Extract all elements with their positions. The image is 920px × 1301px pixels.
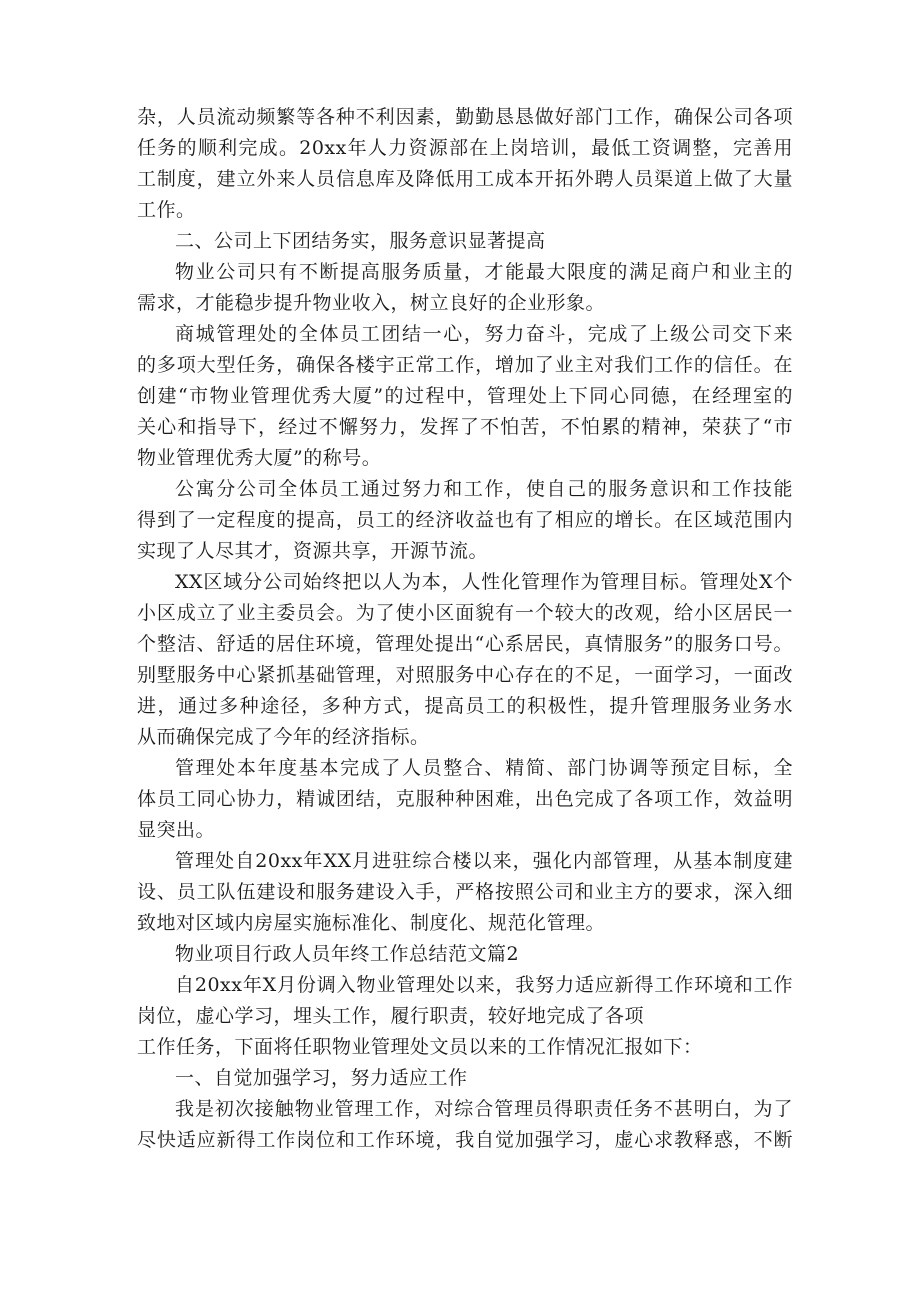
text-line: 得到了一定程度的提高，员工的经济收益也有了相应的增长。在区域范围内 bbox=[137, 509, 793, 531]
document-body bbox=[137, 102, 793, 1156]
text-line: 商城管理处的全体员工团结一心，努力奋斗，完成了上级公司交下来 bbox=[175, 323, 793, 345]
text-line: 岗位，虚心学习，埋头工作，履行职责，较好地完成了各项 bbox=[137, 1005, 645, 1027]
text-line: 管理处本年度基本完成了人员整合、精简、部门协调等预定目标，全 bbox=[175, 757, 793, 779]
text-line: 的多项大型任务，确保各楼宇正常工作，增加了业主对我们工作的信任。在 bbox=[137, 354, 793, 376]
text-line: 关心和指导下，经过不懈努力，发挥了不怕苦，不怕累的精神，荣获了“市 bbox=[137, 416, 793, 438]
text-line: 工作。 bbox=[137, 199, 196, 221]
text-line: 物业公司只有不断提高服务质量，才能最大限度的满足商户和业主的 bbox=[175, 261, 793, 283]
text-line: 我是初次接触物业管理工作，对综合管理员得职责任务不甚明白，为了 bbox=[175, 1098, 793, 1120]
text-line: 杂，人员流动频繁等各种不利因素，勤勤恳恳做好部门工作，确保公司各项 bbox=[137, 106, 793, 128]
text-line: 实现了人尽其才，资源共享，开源节流。 bbox=[137, 540, 489, 562]
text-line: 物业管理优秀大厦”的称号。 bbox=[137, 447, 382, 469]
text-line: 体员工同心协力，精诚团结，克服种种困难，出色完成了各项工作，效益明 bbox=[137, 788, 793, 810]
text-line: 任务的顺利完成。20xx年人力资源部在上岗培训，最低工资调整，完善用 bbox=[137, 137, 793, 159]
text-line: 别墅服务中心紧抓基础管理，对照服务中心存在的不足，一面学习，一面改 bbox=[137, 664, 793, 686]
text-line: 公寓分公司全体员工通过努力和工作，使自己的服务意识和工作技能 bbox=[175, 478, 793, 500]
text-line: 设、员工队伍建设和服务建设入手，严格按照公司和业主方的要求，深入细 bbox=[137, 881, 793, 903]
text-line: 需求，才能稳步提升物业收入，树立良好的企业形象。 bbox=[137, 292, 606, 314]
text-line: 显突出。 bbox=[137, 819, 216, 841]
text-line: 进，通过多种途径，多种方式，提高员工的积极性，提升管理服务业务水 bbox=[137, 695, 793, 717]
text-line: 二、公司上下团结务实，服务意识显著提高 bbox=[175, 230, 546, 252]
text-line: 尽快适应新得工作岗位和工作环境，我自觉加强学习，虚心求教释惑，不断 bbox=[137, 1129, 793, 1151]
text-line: 工制度，建立外来人员信息库及降低用工成本开拓外聘人员渠道上做了大量 bbox=[137, 168, 793, 190]
text-line: 一、自觉加强学习，努力适应工作 bbox=[175, 1067, 468, 1089]
text-line: 自20xx年X月份调入物业管理处以来，我努力适应新得工作环境和工作 bbox=[175, 974, 793, 996]
text-line: 工作任务，下面将任职物业管理处文员以来的工作情况汇报如下： bbox=[137, 1036, 703, 1058]
text-line: 个整洁、舒适的居住环境，管理处提出“心系居民，真情服务”的服务口号。 bbox=[137, 633, 793, 655]
text-line: 小区成立了业主委员会。为了使小区面貌有一个较大的改观，给小区居民一 bbox=[137, 602, 793, 624]
text-line: 管理处自20xx年XX月进驻综合楼以来，强化内部管理，从基本制度建 bbox=[175, 850, 793, 872]
text-line: 物业项目行政人员年终工作总结范文篇2 bbox=[175, 943, 520, 965]
text-line: 从而确保完成了今年的经济指标。 bbox=[137, 726, 430, 748]
text-line: 创建“市物业管理优秀大厦”的过程中，管理处上下同心同德，在经理室的 bbox=[137, 385, 793, 407]
text-line: 致地对区域内房屋实施标准化、制度化、规范化管理。 bbox=[137, 912, 606, 934]
text-line: XX区域分公司始终把以人为本，人性化管理作为管理目标。管理处X个 bbox=[175, 571, 793, 593]
